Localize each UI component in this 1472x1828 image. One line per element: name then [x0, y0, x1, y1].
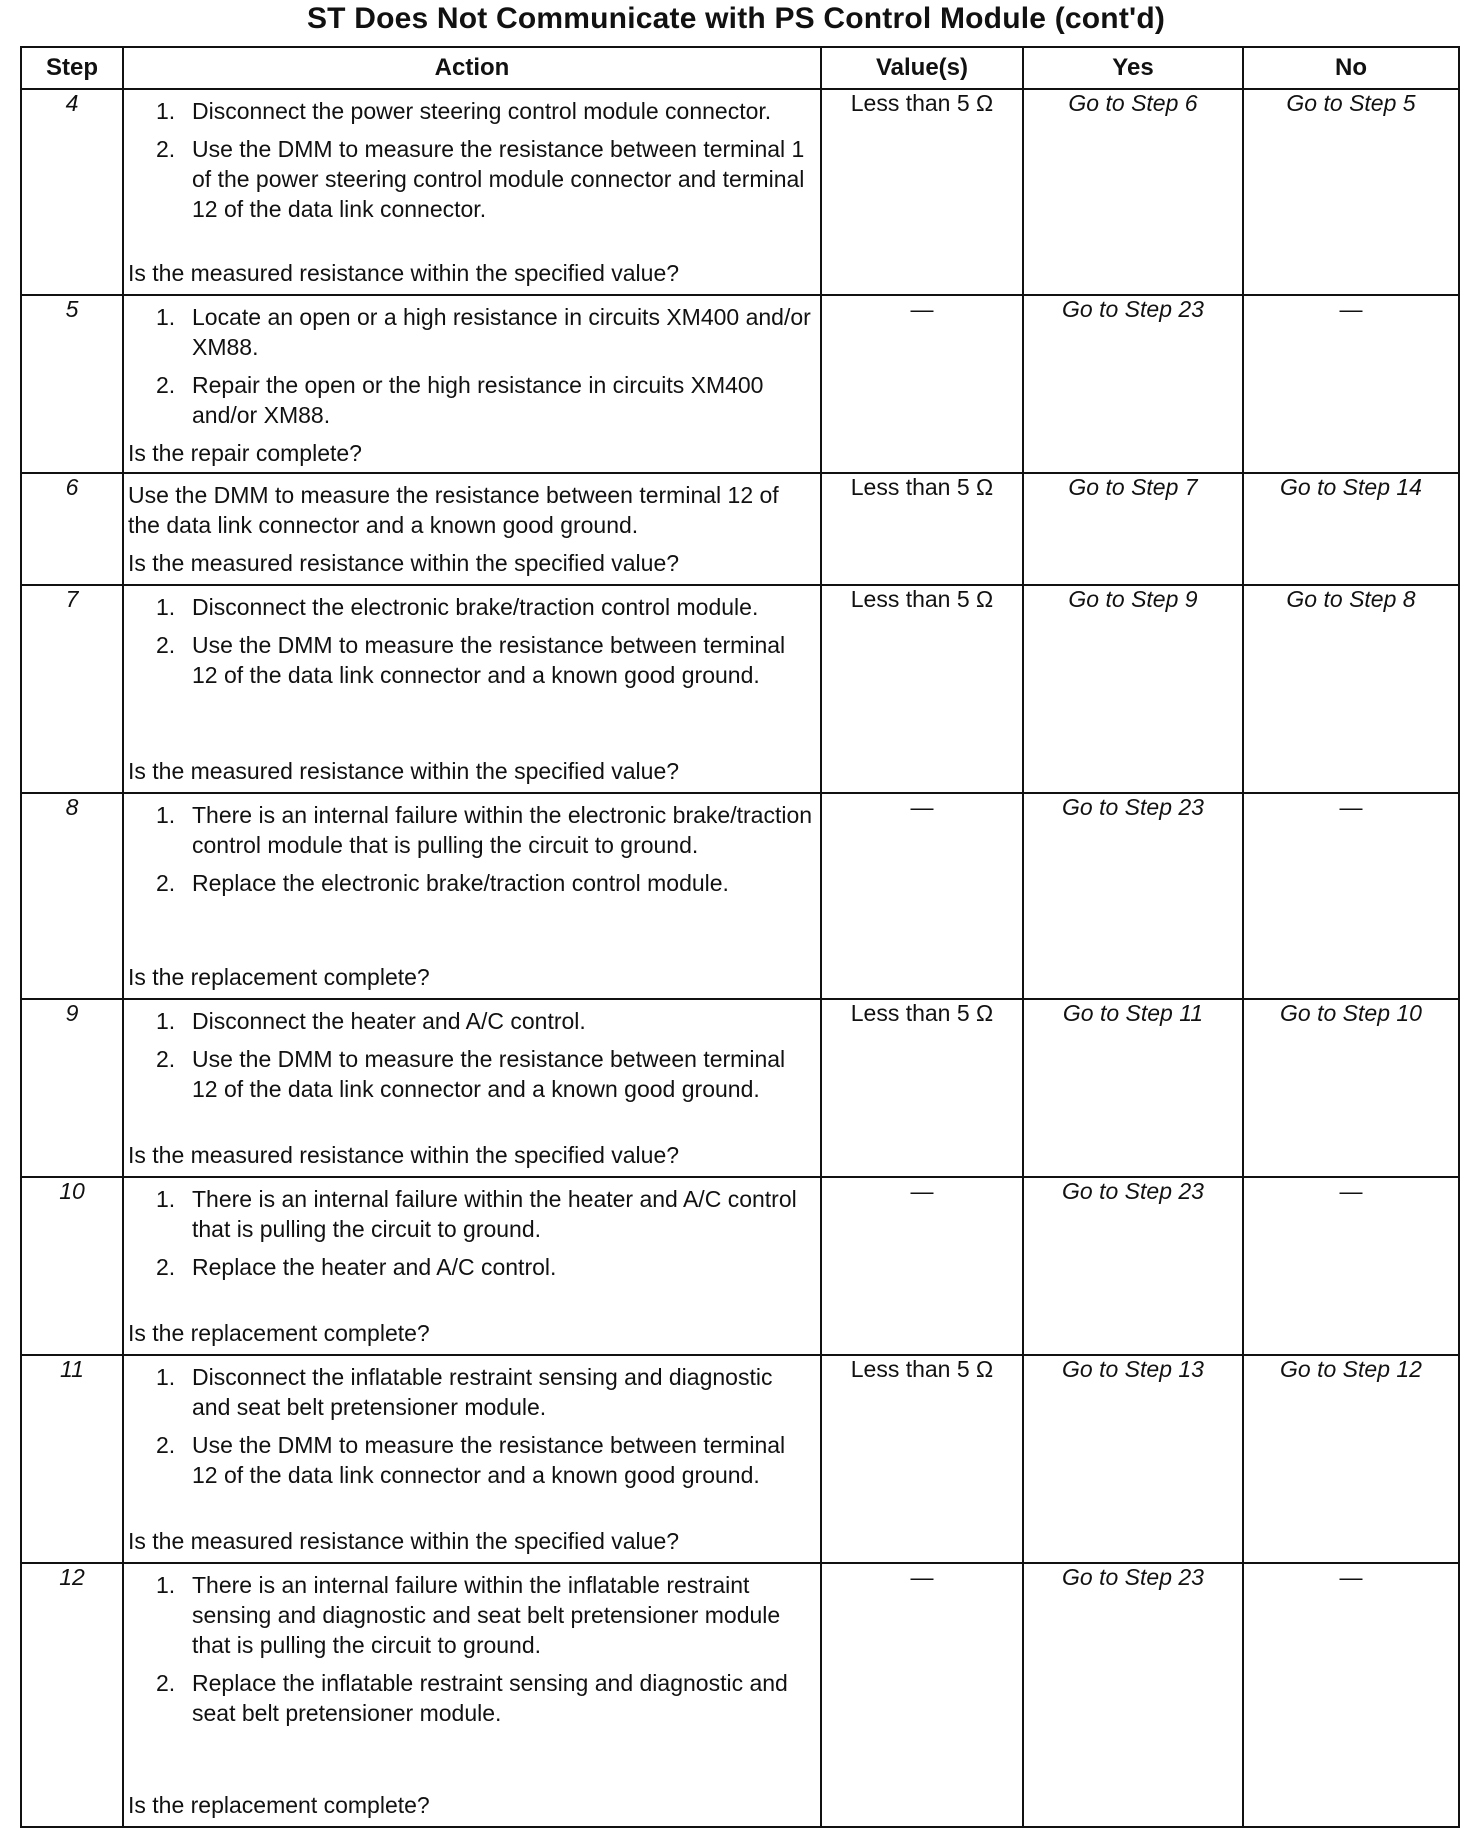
substep-list [128, 1362, 814, 1498]
header-action: Action [123, 47, 821, 89]
action-question: Is the replacement complete? [128, 1320, 430, 1346]
value-cell: Less than 5 Ω [821, 1355, 1023, 1563]
step-number: 5 [21, 295, 123, 473]
substep-item: There is an internal failure within the electronic brake/traction control module that is pulling the circuit to ground. [192, 802, 813, 858]
substep-item: Disconnect the power steering control module connector. [192, 98, 772, 124]
step-number: 9 [21, 999, 123, 1177]
substep-item: Replace the inflatable restraint sensing and diagnostic and seat belt pretensioner module. [192, 1670, 788, 1726]
substep-item: Disconnect the inflatable restraint sensing and diagnostic and seat belt pretensioner module. [192, 1364, 773, 1420]
no-cell: — [1243, 1563, 1459, 1827]
table-row [21, 585, 1459, 793]
yes-cell: Go to Step 9 [1023, 585, 1243, 793]
header-values: Value(s) [821, 47, 1023, 89]
no-cell: — [1243, 1177, 1459, 1355]
action-question: Is the repair complete? [128, 440, 362, 466]
no-cell: Go to Step 5 [1243, 89, 1459, 295]
action-cell [123, 89, 821, 295]
value-cell: — [821, 1563, 1023, 1827]
substep-item: Locate an open or a high resistance in circuits XM400 and/or XM88. [192, 304, 811, 360]
substep-list [128, 592, 814, 698]
value-cell: — [821, 295, 1023, 473]
yes-cell: Go to Step 23 [1023, 1563, 1243, 1827]
yes-cell: Go to Step 23 [1023, 295, 1243, 473]
step-number: 12 [21, 1563, 123, 1827]
substep-list [128, 1006, 814, 1112]
table-row [21, 1355, 1459, 1563]
value-cell: — [821, 793, 1023, 999]
page-title: ST Does Not Communicate with PS Control Module (cont'd) [306, 2, 1166, 35]
substep-list [128, 800, 814, 906]
diagnostic-table [20, 46, 1460, 1828]
action-question: Is the measured resistance within the specified value? [128, 1528, 680, 1554]
action-question: Is the replacement complete? [128, 964, 430, 990]
table-row [21, 793, 1459, 999]
action-cell [123, 999, 821, 1177]
substep-list [128, 302, 814, 438]
action-question: Is the replacement complete? [128, 1792, 430, 1818]
substep-item: Replace the electronic brake/traction control module. [192, 870, 729, 896]
substep-item: There is an internal failure within the heater and A/C control that is pulling the circuit to ground. [192, 1186, 797, 1242]
action-question: Is the measured resistance within the specified value? [128, 1142, 680, 1168]
action-question: Is the measured resistance within the specified value? [128, 550, 680, 576]
value-cell: Less than 5 Ω [821, 585, 1023, 793]
no-cell: — [1243, 793, 1459, 999]
header-step: Step [21, 47, 123, 89]
table-row [21, 1177, 1459, 1355]
substep-item: Replace the heater and A/C control. [192, 1254, 557, 1280]
action-question: Is the measured resistance within the specified value? [128, 260, 680, 286]
substep-item: Use the DMM to measure the resistance between terminal 1 of the power steering control module connector and terminal 12 of the data link connector. [192, 136, 805, 222]
step-number: 4 [21, 89, 123, 295]
substep-item: Disconnect the electronic brake/traction control module. [192, 594, 759, 620]
header-no: No [1243, 47, 1459, 89]
table-row [21, 473, 1459, 585]
table-row [21, 1563, 1459, 1827]
header-row [21, 47, 1459, 89]
table-row [21, 89, 1459, 295]
substep-item: Use the DMM to measure the resistance between terminal 12 of the data link connector and a known good ground. [192, 632, 786, 688]
yes-cell: Go to Step 7 [1023, 473, 1243, 585]
no-cell: Go to Step 8 [1243, 585, 1459, 793]
yes-cell: Go to Step 11 [1023, 999, 1243, 1177]
value-cell: Less than 5 Ω [821, 473, 1023, 585]
step-number: 11 [21, 1355, 123, 1563]
action-question: Is the measured resistance within the specified value? [128, 758, 680, 784]
value-cell: Less than 5 Ω [821, 999, 1023, 1177]
substep-list [128, 1184, 814, 1290]
yes-cell: Go to Step 6 [1023, 89, 1243, 295]
yes-cell: Go to Step 23 [1023, 793, 1243, 999]
action-cell [123, 295, 821, 473]
action-cell [123, 473, 821, 585]
table-row [21, 295, 1459, 473]
step-number: 10 [21, 1177, 123, 1355]
substep-list [128, 96, 814, 232]
step-number: 8 [21, 793, 123, 999]
substep-item: Repair the open or the high resistance in circuits XM400 and/or XM88. [192, 372, 764, 428]
action-cell [123, 1177, 821, 1355]
table-row [21, 999, 1459, 1177]
no-cell: Go to Step 12 [1243, 1355, 1459, 1563]
no-cell: — [1243, 295, 1459, 473]
value-cell: Less than 5 Ω [821, 89, 1023, 295]
action-intro: Use the DMM to measure the resistance between terminal 12 of the data link connector and a known good ground. [128, 482, 779, 538]
yes-cell: Go to Step 23 [1023, 1177, 1243, 1355]
action-cell [123, 1563, 821, 1827]
substep-item: There is an internal failure within the inflatable restraint sensing and diagnostic and seat belt pretensioner module that is pulling the circuit to ground. [192, 1572, 781, 1658]
step-number: 7 [21, 585, 123, 793]
substep-item: Use the DMM to measure the resistance between terminal 12 of the data link connector and a known good ground. [192, 1046, 786, 1102]
action-cell [123, 793, 821, 999]
substep-item: Disconnect the heater and A/C control. [192, 1008, 586, 1034]
action-cell [123, 1355, 821, 1563]
action-cell [123, 585, 821, 793]
no-cell: Go to Step 14 [1243, 473, 1459, 585]
step-number: 6 [21, 473, 123, 585]
substep-item: Use the DMM to measure the resistance between terminal 12 of the data link connector and a known good ground. [192, 1432, 786, 1488]
no-cell: Go to Step 10 [1243, 999, 1459, 1177]
value-cell: — [821, 1177, 1023, 1355]
substep-list [128, 1570, 814, 1736]
yes-cell: Go to Step 13 [1023, 1355, 1243, 1563]
header-yes: Yes [1023, 47, 1243, 89]
